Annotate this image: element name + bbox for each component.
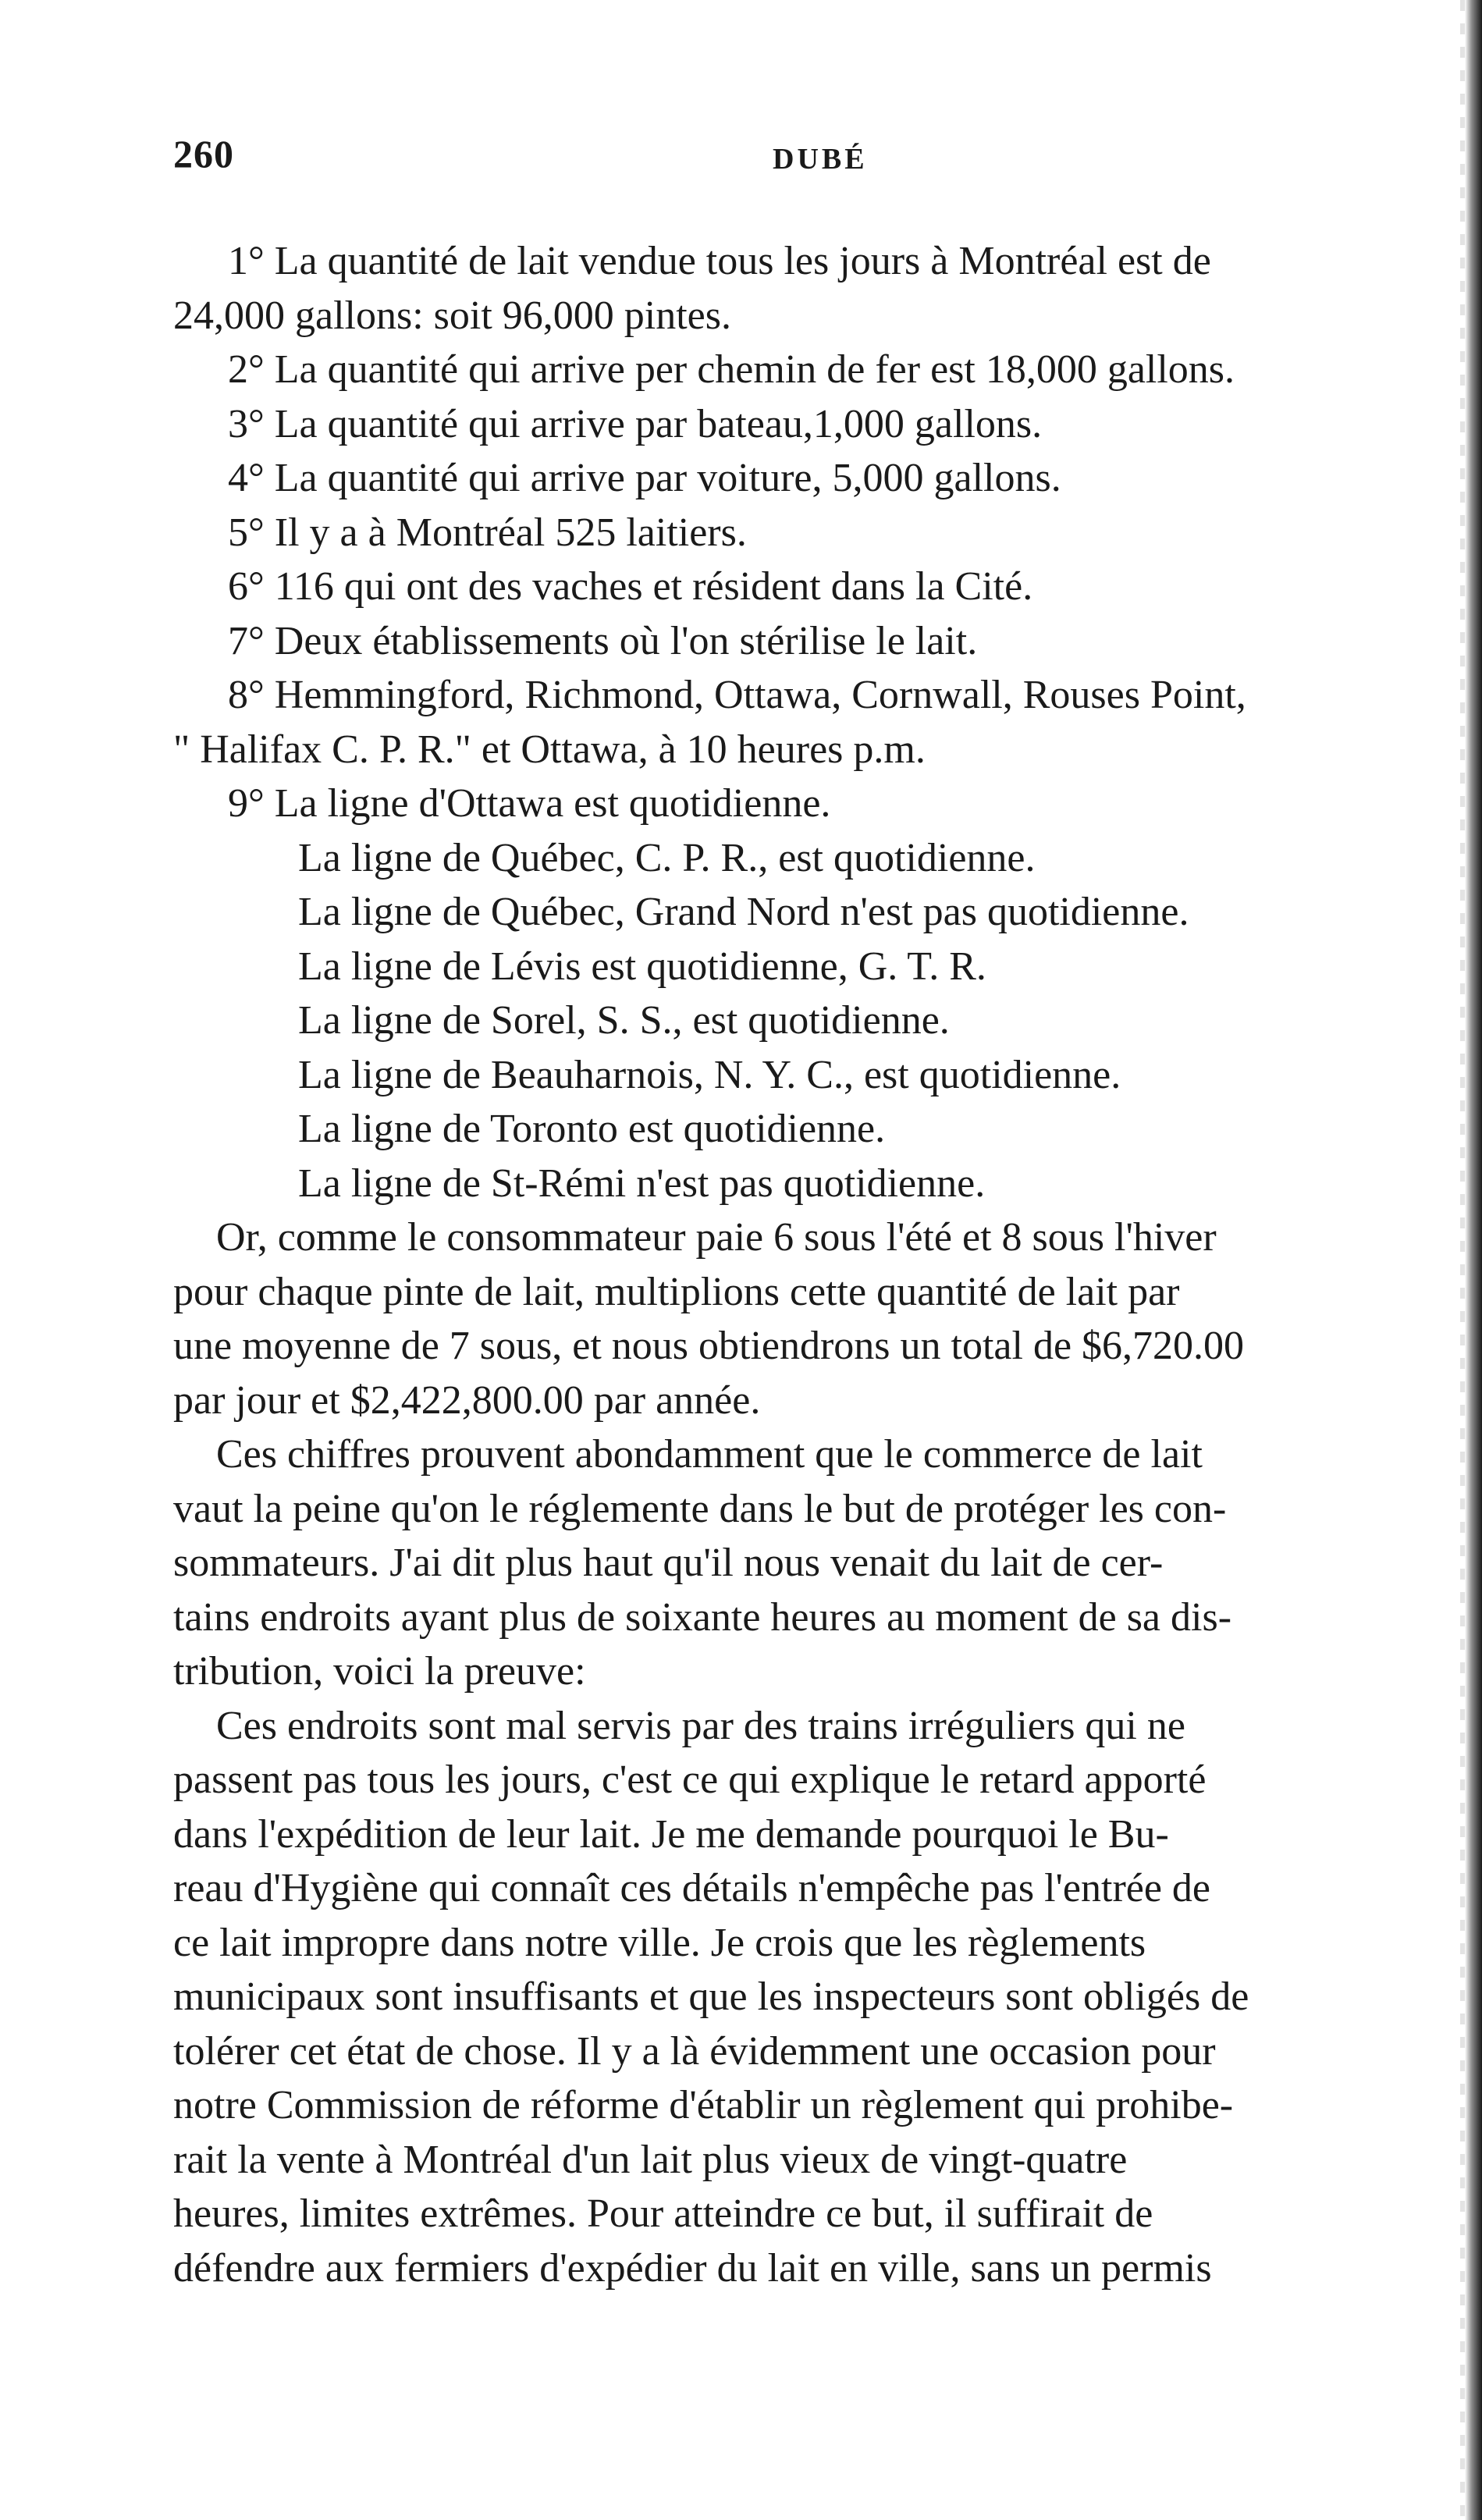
text-line: 1° La quantité de lait vendue tous les jours à Montréal est de xyxy=(228,239,1211,283)
text-line: Ces endroits sont mal servis par des trains irréguliers qui ne xyxy=(216,1703,1185,1748)
text-line: La ligne de Lévis est quotidienne, G. T. R. xyxy=(298,944,986,989)
text-line: 4° La quantité qui arrive par voiture, 5,000 gallons. xyxy=(228,456,1061,500)
text-line: pour chaque pinte de lait, multiplions cette quantité de lait par xyxy=(173,1269,1180,1314)
text-line: tribution, voici la preuve: xyxy=(173,1649,586,1694)
text-line: La ligne de Beauharnois, N. Y. C., est quotidienne. xyxy=(298,1052,1121,1097)
text-line: La ligne de Sorel, S. S., est quotidienne. xyxy=(298,998,950,1043)
text-line: passent pas tous les jours, c'est ce qui explique le retard apporté xyxy=(173,1758,1207,1802)
text-line: 5° Il y a à Montréal 525 laitiers. xyxy=(228,510,747,555)
book-spine-shadow xyxy=(1465,0,1482,2520)
text-line: reau d'Hygiène qui connaît ces détails n'empêche pas l'entrée de xyxy=(173,1866,1210,1910)
text-line: tains endroits ayant plus de soixante heures au moment de sa dis- xyxy=(173,1594,1232,1640)
text-line: " Halifax C. P. R." et Ottawa, à 10 heures p.m. xyxy=(173,727,926,772)
text-line: Or, comme le consommateur paie 6 sous l'été et 8 sous l'hiver xyxy=(216,1215,1217,1260)
text-line: 8° Hemmingford, Richmond, Ottawa, Cornwall, Rouses Point, xyxy=(228,673,1246,717)
text-line: 7° Deux établissements où l'on stérilise le lait. xyxy=(228,618,978,663)
body-text xyxy=(173,234,1438,2295)
text-line: vaut la peine qu'on le réglemente dans le but de protéger les con- xyxy=(173,1486,1227,1531)
text-line: dans l'expédition de leur lait. Je me demande pourquoi le Bu- xyxy=(173,1811,1169,1857)
text-line: 24,000 gallons: soit 96,000 pintes. xyxy=(173,293,731,338)
text-line: tolérer cet état de chose. Il y a là évidemment une occasion pour xyxy=(173,2028,1216,2074)
text-line: 2° La quantité qui arrive per chemin de fer est 18,000 gallons. xyxy=(228,347,1235,392)
text-line: sommateurs. J'ai dit plus haut qu'il nous venait du lait de cer- xyxy=(173,1541,1164,1585)
text-line: par jour et $2,422,800.00 par année. xyxy=(173,1377,761,1423)
text-line: La ligne de Toronto est quotidienne. xyxy=(298,1107,886,1151)
text-line: La ligne de Québec, Grand Nord n'est pas quotidienne. xyxy=(298,890,1189,934)
text-line: 6° 116 qui ont des vaches et résident dans la Cité. xyxy=(228,564,1033,609)
text-line: 9° La ligne d'Ottawa est quotidienne. xyxy=(228,781,831,826)
text-line: municipaux sont insuffisants et que les inspecteurs sont obligés de xyxy=(173,1974,1249,2019)
text-line: La ligne de St-Rémi n'est pas quotidienne. xyxy=(298,1160,986,1206)
text-line: ce lait impropre dans notre ville. Je crois que les règlements xyxy=(173,1920,1146,1965)
text-line: heures, limites extrêmes. Pour atteindre ce but, il suffirait de xyxy=(173,2191,1153,2236)
text-line: rait la vente à Montréal d'un lait plus vieux de vingt-quatre xyxy=(173,2137,1128,2182)
text-line: La ligne de Québec, C. P. R., est quotidienne. xyxy=(298,835,1036,880)
page-number: 260 xyxy=(173,132,234,176)
text-line: Ces chiffres prouvent abondamment que le commerce de lait xyxy=(216,1432,1203,1477)
text-line: défendre aux fermiers d'expédier du lait en ville, sans un permis xyxy=(173,2245,1212,2291)
text-line: notre Commission de réforme d'établir un règlement qui prohibe- xyxy=(173,2083,1234,2127)
text-line: 3° La quantité qui arrive par bateau,1,000 gallons. xyxy=(228,401,1043,446)
running-head: DUBÉ xyxy=(773,143,868,176)
text-line: une moyenne de 7 sous, et nous obtiendrons un total de $6,720.00 xyxy=(173,1324,1245,1368)
